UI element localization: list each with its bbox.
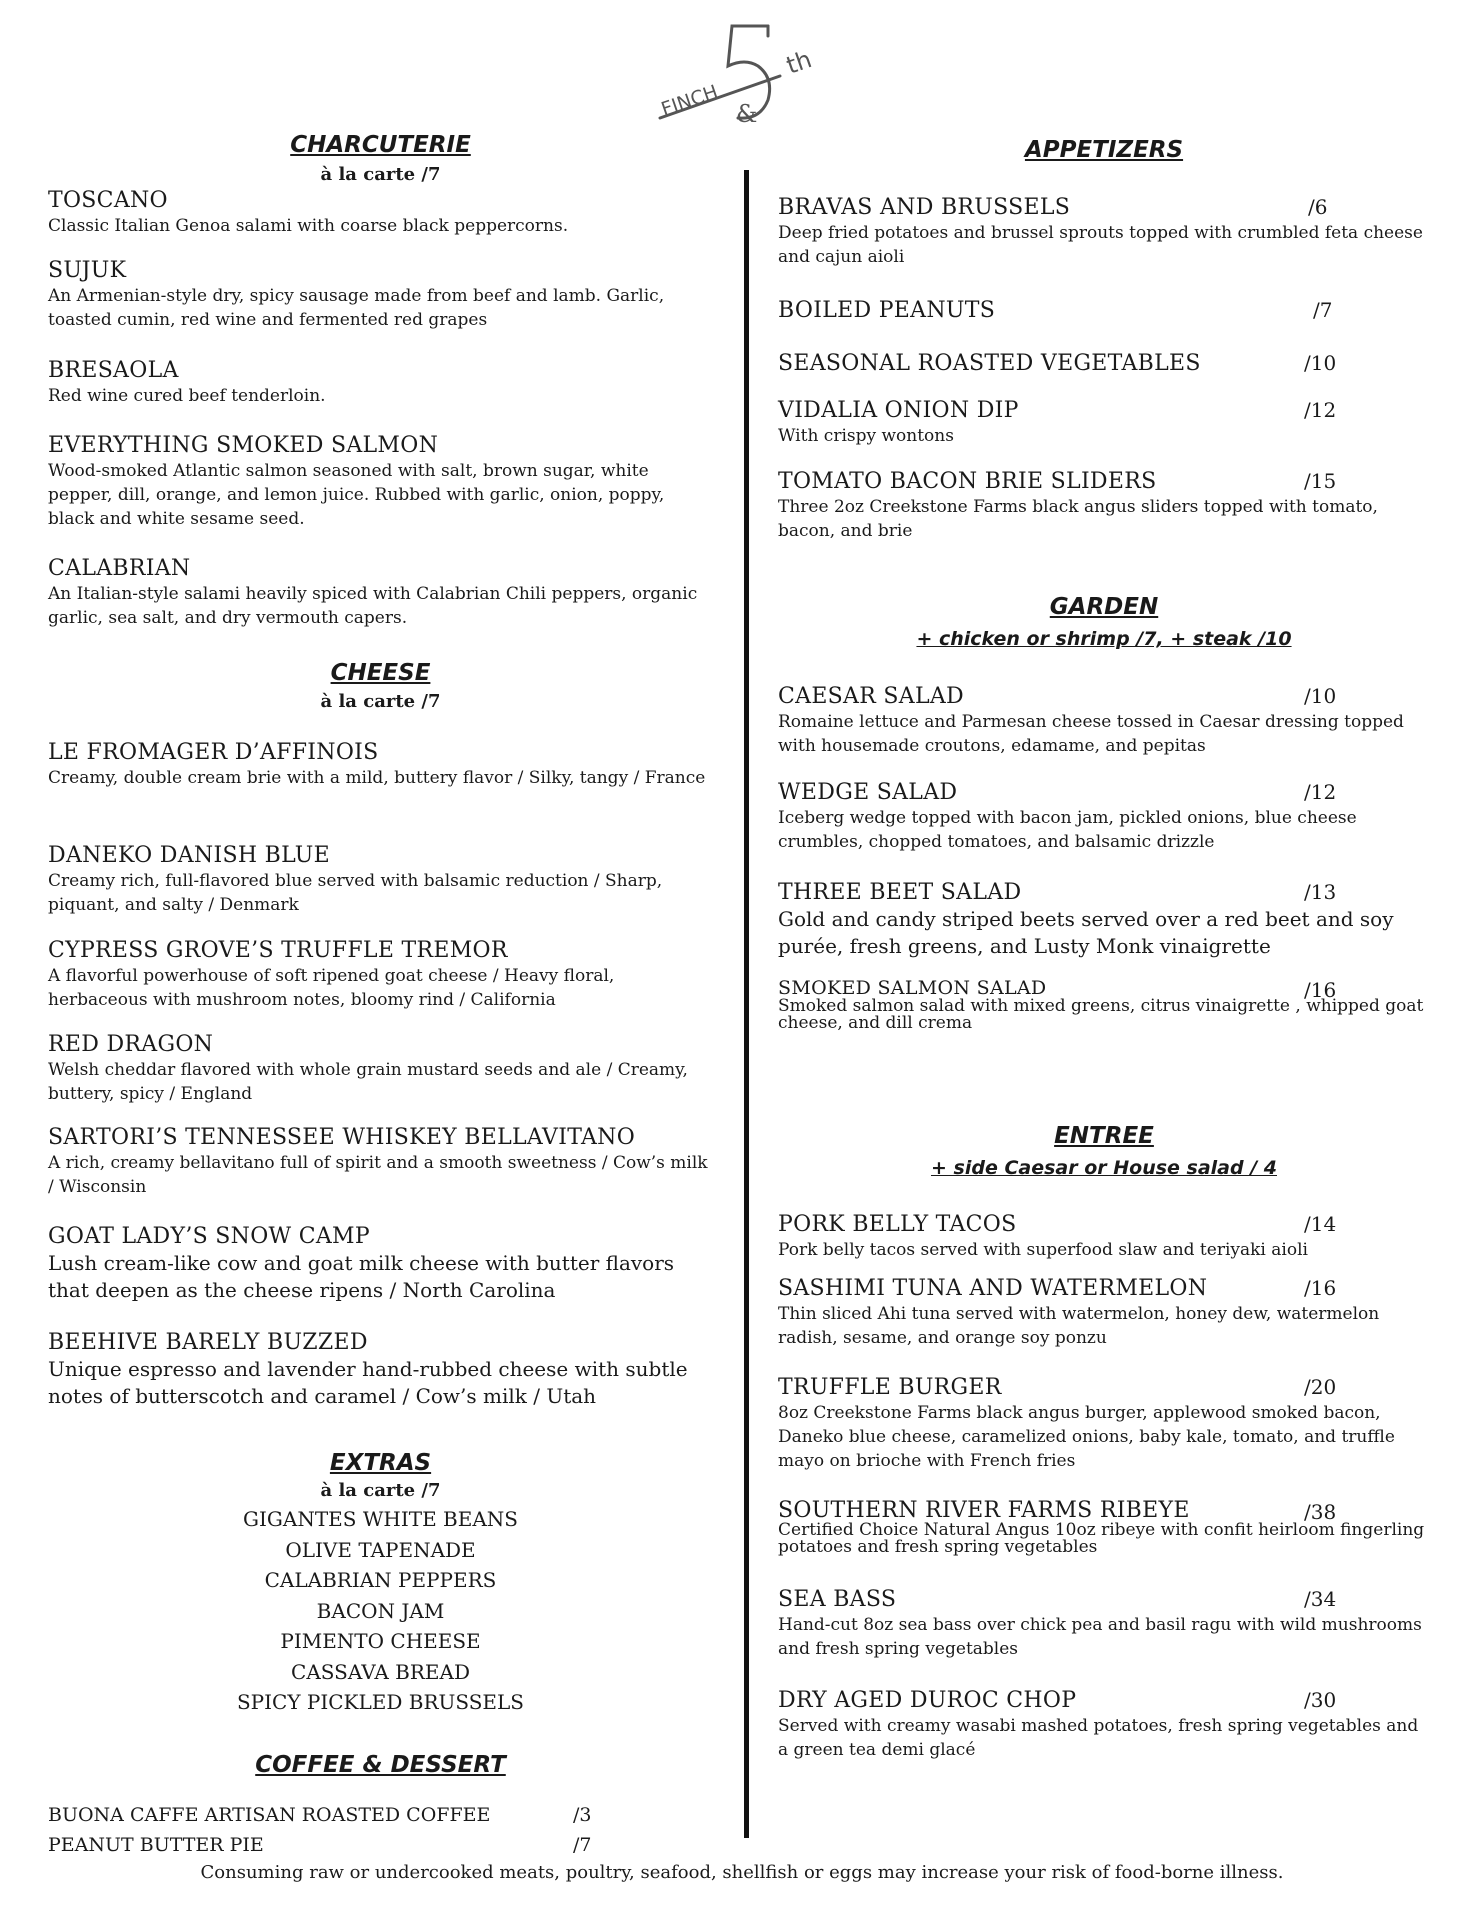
item-name: THREE BEET SALAD: [778, 880, 1022, 905]
item-desc: With crispy wontons: [778, 426, 954, 446]
item-price: /20: [1304, 1375, 1337, 1399]
item-name: RED DRAGON: [48, 1032, 214, 1057]
item-name: BRAVAS AND BRUSSELS: [778, 195, 1071, 220]
item-name: DRY AGED DUROC CHOP: [778, 1688, 1077, 1713]
column-divider: [744, 170, 749, 1838]
extras-list: [48, 1504, 713, 1718]
food-safety-disclaimer: Consuming raw or undercooked meats, poultry, seafood, shellfish or eggs may increase your risk of food-borne illness.: [200, 1862, 1284, 1883]
menu-item: [778, 298, 1430, 324]
item-name: PEANUT BUTTER PIE: [48, 1834, 264, 1856]
item-desc: Lush cream-like cow and goat milk cheese with butter flavors that deepen as the cheese ripens / North Carolina: [48, 1251, 675, 1302]
item-desc: Pork belly tacos served with superfood slaw and teriyaki aioli: [778, 1240, 1308, 1260]
item-price: /10: [1304, 351, 1337, 375]
logo-finch-text: FINCH: [658, 80, 721, 121]
item-desc: Smoked salmon salad with mixed greens, citrus vinaigrette , whipped goat cheese, and dill crema: [778, 996, 1424, 1033]
charcuterie-subtitle: à la carte /7: [320, 164, 441, 185]
right-column: [778, 0, 1430, 1860]
item-price: /38: [1304, 1500, 1337, 1524]
item-desc: Iceberg wedge topped with bacon jam, pickled onions, blue cheese crumbles, chopped tomatoes, and balsamic drizzle: [778, 808, 1357, 852]
menu-item: [778, 1500, 1430, 1556]
menu-item: [778, 880, 1430, 960]
item-name: TOSCANO: [48, 188, 168, 213]
menu-item: [778, 1375, 1430, 1473]
menu-item: [48, 938, 713, 1012]
logo-ampersand: &: [736, 100, 758, 128]
menu-item: [778, 780, 1430, 854]
item-name: DANEKO DANISH BLUE: [48, 843, 331, 868]
extras-item: CASSAVA BREAD: [291, 1659, 470, 1684]
item-desc: Unique espresso and lavender hand-rubbed cheese with subtle notes of butterscotch and caramel / Cow’s milk / Utah: [48, 1357, 688, 1408]
menu-item: [48, 433, 713, 531]
item-name: TOMATO BACON BRIE SLIDERS: [778, 469, 1157, 494]
menu-item: [778, 1276, 1430, 1350]
item-name: SOUTHERN RIVER FARMS RIBEYE: [778, 1498, 1190, 1523]
item-price: /3: [573, 1804, 592, 1826]
item-name: PORK BELLY TACOS: [778, 1212, 1017, 1237]
item-desc: Deep fried potatoes and brussel sprouts topped with crumbled feta cheese and cajun aioli: [778, 223, 1423, 267]
item-name: BRESAOLA: [48, 358, 179, 383]
item-desc: Creamy rich, full-flavored blue served with balsamic reduction / Sharp, piquant, and salty / Denmark: [48, 871, 663, 915]
item-price: /13: [1304, 880, 1337, 904]
appetizers-title: APPETIZERS: [1024, 137, 1184, 163]
item-desc: Welsh cheddar flavored with whole grain mustard seeds and ale / Creamy, buttery, spicy / England: [48, 1060, 688, 1104]
item-desc: Romaine lettuce and Parmesan cheese tossed in Caesar dressing topped with housemade croutons, edamame, and pepitas: [778, 712, 1404, 756]
extras-item: BACON JAM: [316, 1598, 445, 1623]
menu-item: [778, 398, 1430, 448]
cheese-subtitle: à la carte /7: [320, 691, 441, 712]
item-price: /30: [1304, 1688, 1337, 1712]
extras-subtitle: à la carte /7: [320, 1480, 441, 1501]
item-name: BEEHIVE BARELY BUZZED: [48, 1330, 368, 1355]
cheese-title: CHEESE: [330, 660, 431, 686]
item-desc: Gold and candy striped beets served over a red beet and soy purée, fresh greens, and Lusty Monk vinaigrette: [778, 907, 1394, 958]
item-desc: A rich, creamy bellavitano full of spirit and a smooth sweetness / Cow’s milk / Wisconsin: [48, 1153, 708, 1197]
item-desc: Hand-cut 8oz sea bass over chick pea and basil ragu with wild mushrooms and fresh spring vegetables: [778, 1615, 1422, 1659]
menu-item: [778, 978, 1430, 1032]
item-name: EVERYTHING SMOKED SALMON: [48, 433, 439, 458]
menu-item: [778, 1587, 1430, 1661]
item-name: SARTORI’S TENNESSEE WHISKEY BELLAVITANO: [48, 1125, 636, 1150]
menu-item: [48, 188, 713, 238]
logo-th-text: th: [782, 45, 816, 80]
entree-title: ENTREE: [1054, 1123, 1154, 1149]
item-name: TRUFFLE BURGER: [778, 1375, 1002, 1400]
item-desc: Three 2oz Creekstone Farms black angus sliders topped with tomato, bacon, and brie: [778, 497, 1378, 541]
item-name: VIDALIA ONION DIP: [778, 398, 1019, 423]
item-price: /12: [1304, 780, 1337, 804]
item-price: /6: [1308, 195, 1328, 219]
item-desc: 8oz Creekstone Farms black angus burger, applewood smoked bacon, Daneko blue cheese, caramelized onions, baby kale, tomato, and truffle mayo on brioche with French fries: [778, 1403, 1395, 1471]
menu-item: [48, 258, 713, 332]
menu-item: [778, 1212, 1430, 1262]
item-name: WEDGE SALAD: [778, 780, 958, 805]
menu-item: [778, 351, 1430, 377]
item-price: /7: [1313, 298, 1333, 322]
item-price: /16: [1304, 978, 1337, 1002]
item-desc: Certified Choice Natural Angus 10oz ribeye with confit heirloom fingerling potatoes and fresh spring vegetables: [778, 1520, 1425, 1557]
item-desc: Wood-smoked Atlantic salmon seasoned with salt, brown sugar, white pepper, dill, orange, and lemon juice. Rubbed with garlic, onion, poppy, black and white sesame seed.: [48, 461, 665, 529]
menu-item: [48, 740, 713, 790]
charcuterie-title: CHARCUTERIE: [290, 132, 471, 158]
item-price: /7: [573, 1834, 592, 1856]
item-desc: Classic Italian Genoa salami with coarse black peppercorns.: [48, 216, 569, 236]
entree-subtitle: + side Caesar or House salad / 4: [930, 1157, 1277, 1179]
extras-title: EXTRAS: [329, 1450, 432, 1476]
menu-item: [778, 1688, 1430, 1762]
menu-item: [778, 684, 1430, 758]
item-price: /16: [1304, 1276, 1337, 1300]
menu-item: [48, 1330, 713, 1410]
item-price: /10: [1304, 684, 1337, 708]
item-name: SEA BASS: [778, 1587, 897, 1612]
dessert-item: [48, 1834, 713, 1856]
item-price: /14: [1304, 1212, 1337, 1236]
left-column: [48, 0, 713, 1860]
menu-item: [48, 1125, 713, 1199]
extras-item: GIGANTES WHITE BEANS: [243, 1507, 518, 1531]
item-name: GOAT LADY’S SNOW CAMP: [48, 1224, 370, 1249]
item-desc: Thin sliced Ahi tuna served with watermelon, honey dew, watermelon radish, sesame, and orange soy ponzu: [778, 1304, 1380, 1348]
item-name: SASHIMI TUNA AND WATERMELON: [778, 1276, 1208, 1301]
item-name: SEASONAL ROASTED VEGETABLES: [778, 351, 1201, 376]
coffee-dessert-title: COFFEE & DESSERT: [255, 1752, 506, 1778]
menu-item: [778, 195, 1430, 269]
item-desc: An Armenian-style dry, spicy sausage made from beef and lamb. Garlic, toasted cumin, red wine and fermented red grapes: [48, 286, 665, 330]
item-name: CYPRESS GROVE’S TRUFFLE TREMOR: [48, 938, 508, 963]
menu-item: [48, 1032, 713, 1106]
garden-title: GARDEN: [1049, 594, 1159, 620]
item-name: CALABRIAN: [48, 556, 191, 581]
item-price: /34: [1304, 1587, 1337, 1611]
item-name: SMOKED SALMON SALAD: [778, 977, 1047, 999]
item-name: BUONA CAFFE ARTISAN ROASTED COFFEE: [48, 1804, 491, 1826]
item-name: CAESAR SALAD: [778, 684, 964, 709]
menu-item: [48, 843, 713, 917]
item-name: SUJUK: [48, 258, 127, 283]
item-desc: Creamy, double cream brie with a mild, buttery flavor / Silky, tangy / France: [48, 768, 706, 788]
garden-subtitle: + chicken or shrimp /7, + steak /10: [916, 628, 1292, 650]
extras-item: SPICY PICKLED BRUSSELS: [236, 1690, 525, 1714]
item-desc: Served with creamy wasabi mashed potatoes, fresh spring vegetables and a green tea demi glacé: [778, 1716, 1419, 1760]
item-name: BOILED PEANUTS: [778, 298, 996, 323]
menu-item: [48, 358, 713, 408]
menu-item: [778, 469, 1430, 543]
item-price: /15: [1304, 469, 1337, 493]
item-desc: Red wine cured beef tenderloin.: [48, 386, 326, 406]
extras-item: CALABRIAN PEPPERS: [264, 1568, 497, 1592]
coffee-item: [48, 1804, 713, 1826]
item-desc: An Italian-style salami heavily spiced with Calabrian Chili peppers, organic garlic, sea salt, and dry vermouth capers.: [48, 584, 698, 628]
item-price: /12: [1304, 398, 1337, 422]
extras-item: OLIVE TAPENADE: [285, 1537, 476, 1562]
item-name: LE FROMAGER D’AFFINOIS: [48, 740, 379, 765]
menu-item: [48, 1224, 713, 1304]
menu-item: [48, 556, 713, 630]
extras-item: PIMENTO CHEESE: [280, 1629, 481, 1653]
item-desc: A flavorful powerhouse of soft ripened goat cheese / Heavy floral, herbaceous with mushroom notes, bloomy rind / California: [48, 966, 615, 1010]
